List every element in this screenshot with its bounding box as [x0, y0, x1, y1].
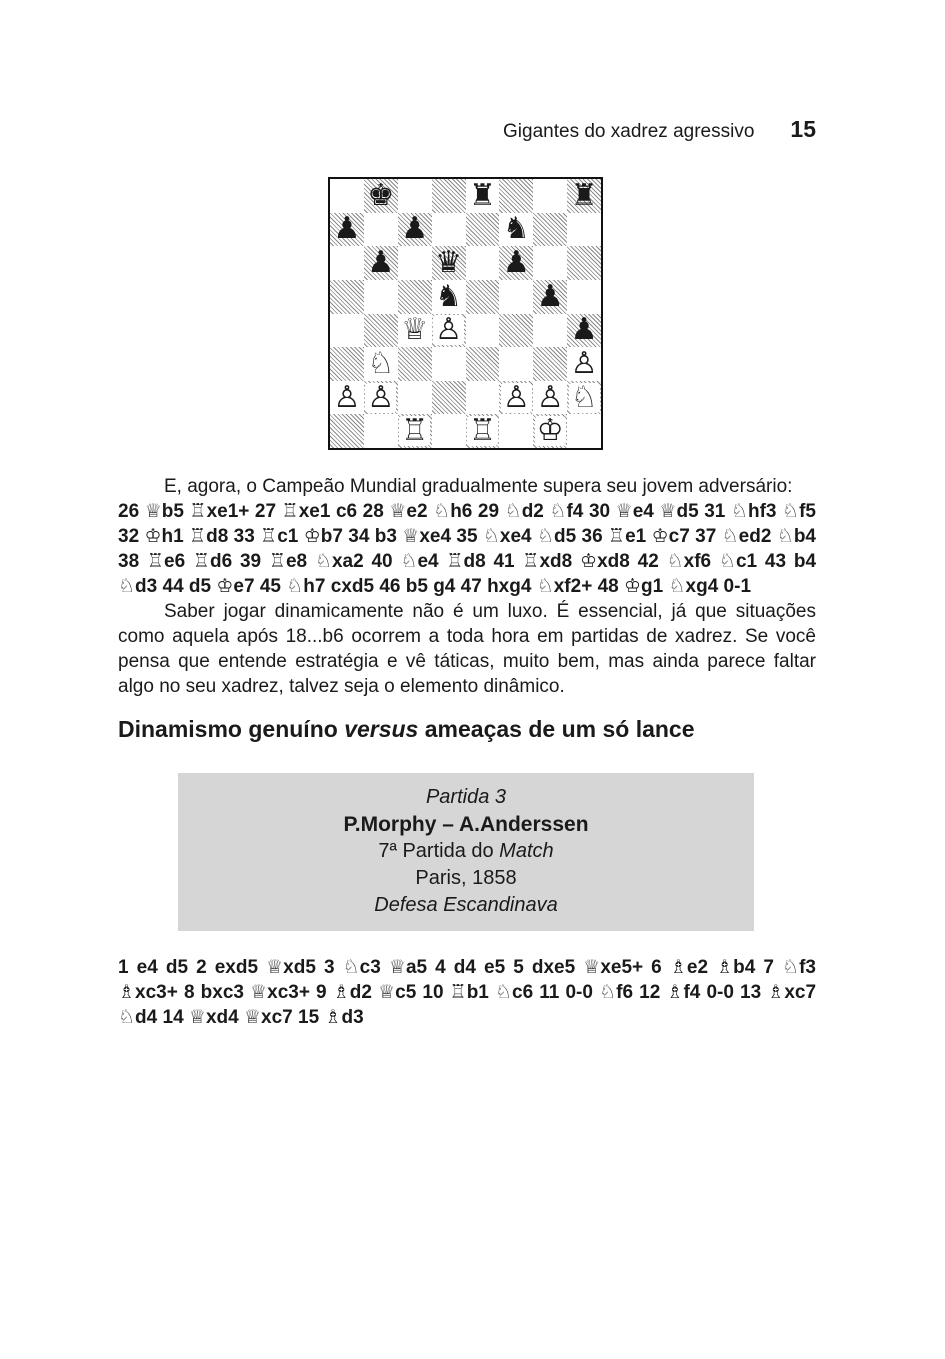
square-a7	[330, 213, 364, 247]
figurine-icon: ♔	[651, 525, 669, 547]
white-pawn-icon: ♙	[570, 347, 598, 381]
figurine-icon: ♘	[721, 525, 739, 547]
figurine-icon: ♔	[144, 525, 162, 547]
game-place-date: Paris, 1858	[415, 867, 517, 889]
square-g2	[533, 381, 567, 415]
square-b2	[364, 381, 398, 415]
square-a5	[330, 280, 364, 314]
game-event-italic: Match	[499, 840, 554, 862]
figurine-icon: ♖	[268, 550, 286, 572]
square-c1	[398, 414, 432, 448]
figurine-icon: ♕	[250, 981, 268, 1003]
square-b8	[364, 179, 398, 213]
square-h5	[567, 280, 601, 314]
square-h1	[567, 414, 601, 448]
chess-diagram	[328, 177, 603, 450]
figurine-icon: ♖	[608, 525, 626, 547]
game-moves: 1 e4 d5 2 exd5 ♕xd5 3 ♘c3 ♕a5 4 d4 e5 5 dxe5 ♕xe5+ 6 ♗e2 ♗b4 7 ♘f3 ♗xc3+ 8 bxc3 ♕xc3+ 9 ♗d2 ♕c5 10 ♖b1 ♘c6 11 0-0 ♘f6 12 ♗f4 0-0 13 ♗xc7 ♘d4 14 ♕xd4 ♕xc7 15 ♗d3	[118, 956, 817, 1028]
square-d4	[432, 314, 466, 348]
figurine-icon: ♖	[449, 981, 467, 1003]
square-c5	[398, 280, 432, 314]
square-d8	[432, 179, 466, 213]
square-f7	[499, 213, 533, 247]
section-title	[118, 716, 695, 743]
figurine-icon: ♔	[303, 525, 321, 547]
square-d6	[432, 246, 466, 280]
square-a4	[330, 314, 364, 348]
page-number: 15	[790, 116, 816, 142]
section-title-part1: Dinamismo genuíno	[118, 716, 345, 742]
figurine-icon: ♔	[623, 575, 642, 597]
square-c6	[398, 246, 432, 280]
figurine-icon: ♘	[504, 500, 522, 522]
figurine-icon: ♘	[314, 550, 332, 572]
square-f5	[499, 280, 533, 314]
square-a1	[330, 414, 364, 448]
black-pawn-icon: ♟	[367, 246, 395, 280]
black-knight-icon: ♞	[502, 212, 530, 247]
figurine-icon: ♔	[580, 550, 598, 572]
game-opening: Defesa Escandinava	[374, 894, 558, 916]
figurine-icon: ♖	[281, 500, 299, 522]
square-h7	[567, 213, 601, 247]
square-a3	[330, 347, 364, 381]
black-rook-icon: ♜	[570, 179, 598, 213]
white-pawn-icon: ♙	[333, 380, 361, 415]
square-e6	[466, 246, 500, 280]
figurine-icon: ♖	[146, 550, 164, 572]
figurine-icon: ♘	[118, 1006, 136, 1028]
figurine-icon: ♕	[388, 956, 406, 978]
square-a2	[330, 381, 364, 415]
white-rook-icon: ♖	[468, 414, 496, 448]
square-b1	[364, 414, 398, 448]
game-event	[178, 838, 754, 865]
black-pawn-icon: ♟	[536, 279, 564, 314]
figurine-icon: ♖	[192, 550, 210, 572]
square-g1	[533, 414, 567, 448]
paragraph-dynamics: Saber jogar dinamicamente não é um luxo. É essencial, já que situações como aquela após 18...b6 ocorrem a toda hora em partidas de xadrez. Se você pensa que entende estratégia e vê táticas, muito bem, mas ainda parece faltar algo no seu xadrez, talvez seja o elemento dinâmico.	[118, 601, 816, 697]
square-c8	[398, 179, 432, 213]
square-d3	[432, 347, 466, 381]
square-a8	[330, 179, 364, 213]
square-f8	[499, 179, 533, 213]
figurine-icon: ♘	[536, 525, 555, 547]
figurine-icon: ♘	[599, 981, 617, 1003]
black-pawn-icon: ♟	[502, 246, 530, 280]
figurine-icon: ♘	[718, 550, 736, 572]
section-title-part2: ameaças de um só lance	[418, 716, 695, 742]
black-rook-icon: ♜	[468, 179, 496, 213]
figurine-icon: ♘	[666, 550, 684, 572]
figurine-icon: ♗	[666, 981, 684, 1003]
square-b6	[364, 246, 398, 280]
figurine-icon: ♗	[324, 1006, 342, 1028]
square-e3	[466, 347, 500, 381]
figurine-icon: ♖	[260, 525, 278, 547]
square-f4	[499, 314, 533, 348]
square-g5	[533, 280, 567, 314]
figurine-icon: ♕	[615, 500, 633, 522]
figurine-icon: ♕	[583, 956, 601, 978]
white-pawn-icon: ♙	[367, 380, 395, 415]
white-king-icon: ♔	[536, 414, 564, 448]
square-b3	[364, 347, 398, 381]
square-f2	[499, 381, 533, 415]
square-d2	[432, 381, 466, 415]
square-g7	[533, 213, 567, 247]
figurine-icon: ♕	[389, 500, 407, 522]
figurine-icon: ♘	[782, 500, 800, 522]
square-c2	[398, 381, 432, 415]
square-f3	[499, 347, 533, 381]
black-pawn-icon: ♟	[333, 212, 361, 247]
square-h6	[567, 246, 601, 280]
square-g8	[533, 179, 567, 213]
game-header-box	[178, 773, 754, 931]
figurine-icon: ♘	[286, 575, 304, 597]
figurine-icon: ♘	[482, 525, 500, 547]
paragraph-intro	[118, 474, 816, 499]
figurine-icon: ♘	[782, 956, 800, 978]
figurine-icon: ♕	[188, 1006, 206, 1028]
figurine-icon: ♘	[668, 575, 686, 597]
white-rook-icon: ♖	[401, 414, 429, 448]
figurine-icon: ♔	[216, 575, 234, 597]
figurine-icon: ♖	[522, 550, 540, 572]
intro-text: E, agora, o Campeão Mundial gradualmente supera seu jovem adversário:	[164, 476, 793, 497]
figurine-icon: ♘	[536, 575, 554, 597]
square-h2	[567, 381, 601, 415]
square-d5	[432, 280, 466, 314]
black-knight-icon: ♞	[435, 279, 463, 314]
square-f6	[499, 246, 533, 280]
figurine-icon: ♕	[266, 956, 284, 978]
square-h3	[567, 347, 601, 381]
square-g6	[533, 246, 567, 280]
figurine-icon: ♘	[400, 550, 418, 572]
square-e8	[466, 179, 500, 213]
figurine-icon: ♘	[494, 981, 513, 1003]
square-a6	[330, 246, 364, 280]
figurine-icon: ♘	[730, 500, 748, 522]
white-knight-icon: ♘	[367, 347, 395, 381]
section-title-italic: versus	[344, 716, 419, 742]
game-players: P.Morphy – A.Anderssen	[343, 813, 589, 836]
white-pawn-icon: ♙	[435, 313, 463, 348]
white-pawn-icon: ♙	[536, 380, 564, 415]
square-f1	[499, 414, 533, 448]
figurine-icon: ♕	[659, 500, 677, 522]
figurine-icon: ♘	[776, 525, 794, 547]
figurine-icon: ♗	[669, 956, 687, 978]
running-head	[118, 116, 816, 143]
figurine-icon: ♗	[332, 981, 350, 1003]
figurine-icon: ♘	[433, 500, 451, 522]
square-d1	[432, 414, 466, 448]
figurine-icon: ♗	[118, 981, 136, 1003]
figurine-icon: ♖	[446, 550, 464, 572]
white-queen-icon: ♕	[401, 313, 429, 348]
square-c3	[398, 347, 432, 381]
figurine-icon: ♕	[144, 500, 162, 522]
figurine-icon: ♘	[549, 500, 567, 522]
square-b7	[364, 213, 398, 247]
square-b5	[364, 280, 398, 314]
square-g4	[533, 314, 567, 348]
black-pawn-icon: ♟	[401, 212, 429, 247]
square-e1	[466, 414, 500, 448]
figurine-icon: ♗	[716, 956, 734, 978]
figurine-icon: ♘	[118, 575, 136, 597]
figurine-icon: ♕	[378, 981, 396, 1003]
square-e2	[466, 381, 500, 415]
game-event-prefix: 7ª Partida do	[378, 840, 500, 862]
figurine-icon: ♗	[767, 981, 785, 1003]
square-h4	[567, 314, 601, 348]
square-d7	[432, 213, 466, 247]
black-pawn-icon: ♟	[570, 313, 598, 348]
square-e5	[466, 280, 500, 314]
square-g3	[533, 347, 567, 381]
square-e7	[466, 213, 500, 247]
black-king-icon: ♚	[367, 179, 395, 213]
game-continuation-moves: 26 ♕b5 ♖xe1+ 27 ♖xe1 c6 28 ♕e2 ♘h6 29 ♘d2 ♘f4 30 ♕e4 ♕d5 31 ♘hf3 ♘f5 32 ♔h1 ♖d8 33 ♖c1 ♔b7 34 b3 ♕xe4 35 ♘xe4 ♘d5 36 ♖e1 ♔c7 37 ♘ed2 ♘b4 38 ♖e6 ♖d6 39 ♖e8 ♘xa2 40 ♘e4 ♖d8 41 ♖xd8 ♔xd8 42 ♘xf6 ♘c1 43 b4 ♘d3 44 d5 ♔e7 45 ♘h7 cxd5 46 b5 g4 47 hxg4 ♘xf2+ 48 ♔g1 ♘xg4 0-1	[118, 500, 817, 597]
square-c4	[398, 314, 432, 348]
white-pawn-icon: ♙	[502, 380, 530, 415]
square-h8	[567, 179, 601, 213]
game-label: Partida 3	[425, 786, 507, 808]
black-queen-icon: ♛	[435, 246, 463, 280]
running-title: Gigantes do xadrez agressivo	[503, 121, 755, 142]
square-c7	[398, 213, 432, 247]
square-b4	[364, 314, 398, 348]
figurine-icon: ♘	[342, 956, 360, 978]
figurine-icon: ♖	[189, 500, 207, 522]
figurine-icon: ♕	[402, 525, 420, 547]
figurine-icon: ♖	[189, 525, 207, 547]
figurine-icon: ♕	[244, 1006, 262, 1028]
square-e4	[466, 314, 500, 348]
white-knight-icon: ♘	[570, 380, 598, 415]
